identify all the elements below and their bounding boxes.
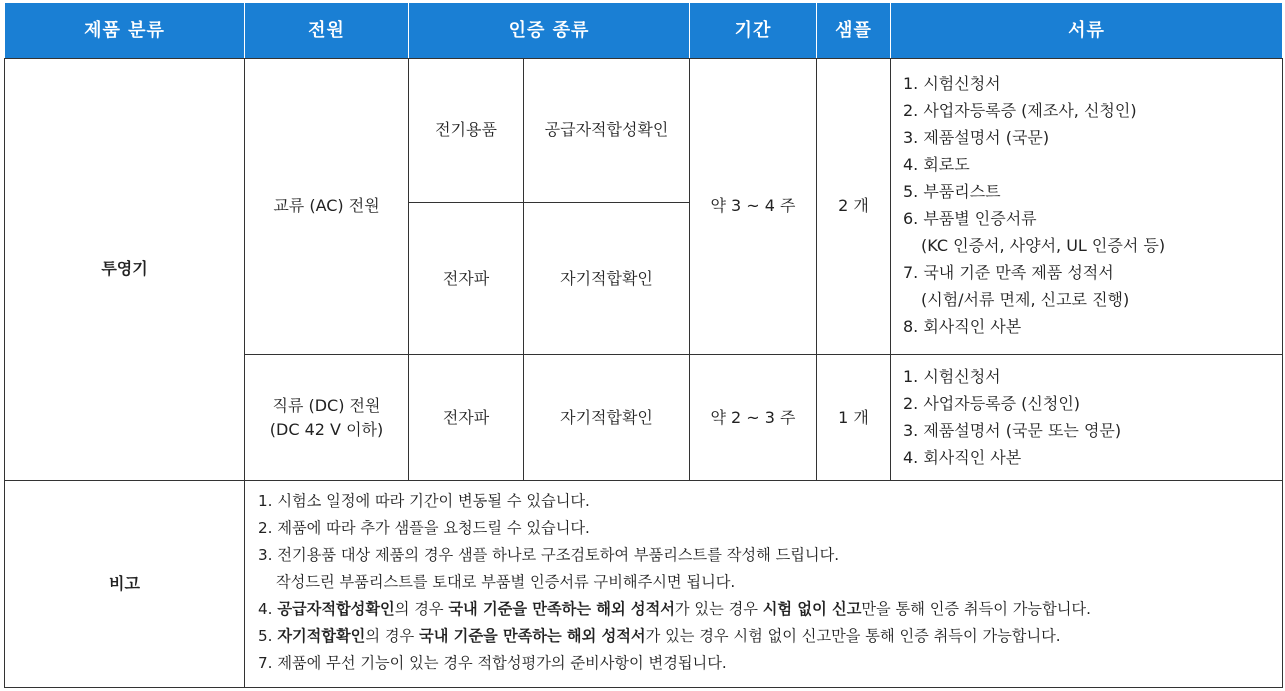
grid-line bbox=[4, 480, 1283, 481]
dc-power-line2: (DC 42 V 이하) bbox=[269, 419, 384, 439]
grid-line bbox=[408, 58, 409, 481]
dc-documents-list bbox=[903, 363, 1121, 471]
note-4-bold: 시험 없이 신고 bbox=[762, 600, 862, 618]
ac-cert-self: 자기적합확인 bbox=[560, 268, 653, 288]
list-item: 4. 회사직인 사본 bbox=[903, 448, 1022, 467]
note-4-text: 의 경우 bbox=[394, 600, 449, 618]
dc-category: 전자파 bbox=[442, 407, 490, 427]
grid-line bbox=[689, 58, 690, 481]
note-7: 7. 제품에 무선 기능이 있는 경우 적합성평가의 준비사항이 변경됩니다. bbox=[258, 654, 727, 672]
ac-sample: 2 개 bbox=[838, 196, 869, 215]
table-border-left bbox=[4, 58, 5, 688]
list-item: 2. 사업자등록증 (신청인) bbox=[903, 394, 1081, 413]
header-category: 제품 분류 bbox=[5, 3, 244, 58]
product-name: 투영기 bbox=[101, 259, 148, 278]
table-border-right bbox=[1282, 58, 1283, 688]
list-item: 4. 회로도 bbox=[903, 155, 970, 174]
note-5 bbox=[258, 623, 1091, 650]
header-power: 전원 bbox=[245, 3, 408, 58]
list-item: 3. 제품설명서 (국문 또는 영문) bbox=[903, 421, 1122, 440]
dc-sample: 1 개 bbox=[838, 407, 869, 427]
note-4 bbox=[258, 596, 1091, 623]
grid-line bbox=[244, 354, 1283, 355]
grid-line bbox=[408, 202, 690, 203]
list-item: 1. 시험신청서 bbox=[903, 367, 1001, 386]
header-sample: 샘플 bbox=[817, 3, 890, 58]
note-5-text: 가 있는 경우 시험 없이 신고만을 통해 인증 취득이 가능합니다. bbox=[645, 627, 1061, 645]
header-bottom-line bbox=[4, 58, 1283, 59]
notes-list bbox=[258, 488, 1091, 677]
ac-cert-supplier: 공급자적합성확인 bbox=[544, 120, 669, 139]
ac-period: 약 3 ~ 4 주 bbox=[710, 196, 796, 215]
note-4-text: 4. bbox=[258, 600, 278, 618]
grid-line bbox=[523, 58, 524, 481]
dc-power bbox=[245, 355, 408, 480]
note-4-bold: 국내 기준을 만족하는 해외 성적서 bbox=[448, 600, 675, 618]
note-3-continued: 작성드린 부품리스트를 토대로 부품별 인증서류 구비해주시면 됩니다. bbox=[276, 573, 736, 591]
header-period: 기간 bbox=[690, 3, 816, 58]
dc-cert: 자기적합확인 bbox=[560, 407, 653, 427]
notes-label: 비고 bbox=[109, 574, 140, 593]
dc-period: 약 2 ~ 3 주 bbox=[710, 407, 796, 427]
note-4-text: 만을 통해 인증 취득이 가능합니다. bbox=[861, 600, 1091, 618]
list-item: (KC 인증서, 사양서, UL 인증서 등) bbox=[921, 236, 1166, 255]
note-4-text: 가 있는 경우 bbox=[674, 600, 763, 618]
grid-line bbox=[244, 58, 245, 688]
note-5-text: 5. bbox=[258, 627, 278, 645]
list-item: 5. 부품리스트 bbox=[903, 182, 1001, 201]
ac-category-electric: 전기용품 bbox=[435, 120, 497, 139]
list-item: 7. 국내 기준 만족 제품 성적서 bbox=[903, 263, 1114, 282]
list-item: 8. 회사직인 사본 bbox=[903, 317, 1022, 336]
note-5-text: 의 경우 bbox=[365, 627, 420, 645]
list-item: (시험/서류 면제, 신고로 진행) bbox=[921, 290, 1130, 309]
ac-power: 교류 (AC) 전원 bbox=[273, 196, 380, 215]
ac-documents-list bbox=[903, 70, 1165, 340]
table-border-bottom bbox=[4, 687, 1283, 688]
note-4-bold: 공급자적합성확인 bbox=[277, 600, 395, 618]
ac-category-emc: 전자파 bbox=[442, 268, 490, 288]
list-item: 1. 시험신청서 bbox=[903, 74, 1001, 93]
note-2: 2. 제품에 따라 추가 샘플을 요청드릴 수 있습니다. bbox=[258, 519, 590, 537]
grid-line bbox=[890, 58, 891, 481]
list-item: 3. 제품설명서 (국문) bbox=[903, 128, 1050, 147]
note-3: 3. 전기용품 대상 제품의 경우 샘플 하나로 구조검토하여 부품리스트를 작성해 드립니다. bbox=[258, 546, 840, 564]
note-5-bold: 자기적합확인 bbox=[277, 627, 366, 645]
grid-line bbox=[816, 58, 817, 481]
list-item: 2. 사업자등록증 (제조사, 신청인) bbox=[903, 101, 1137, 120]
list-item: 6. 부품별 인증서류 bbox=[903, 209, 1037, 228]
header-cert-type: 인증 종류 bbox=[409, 3, 689, 58]
note-5-bold: 국내 기준을 만족하는 해외 성적서 bbox=[419, 627, 646, 645]
dc-power-line1: 직류 (DC) 전원 bbox=[272, 395, 381, 415]
note-1: 1. 시험소 일정에 따라 기간이 변동될 수 있습니다. bbox=[258, 492, 590, 510]
header-documents: 서류 bbox=[891, 3, 1282, 58]
